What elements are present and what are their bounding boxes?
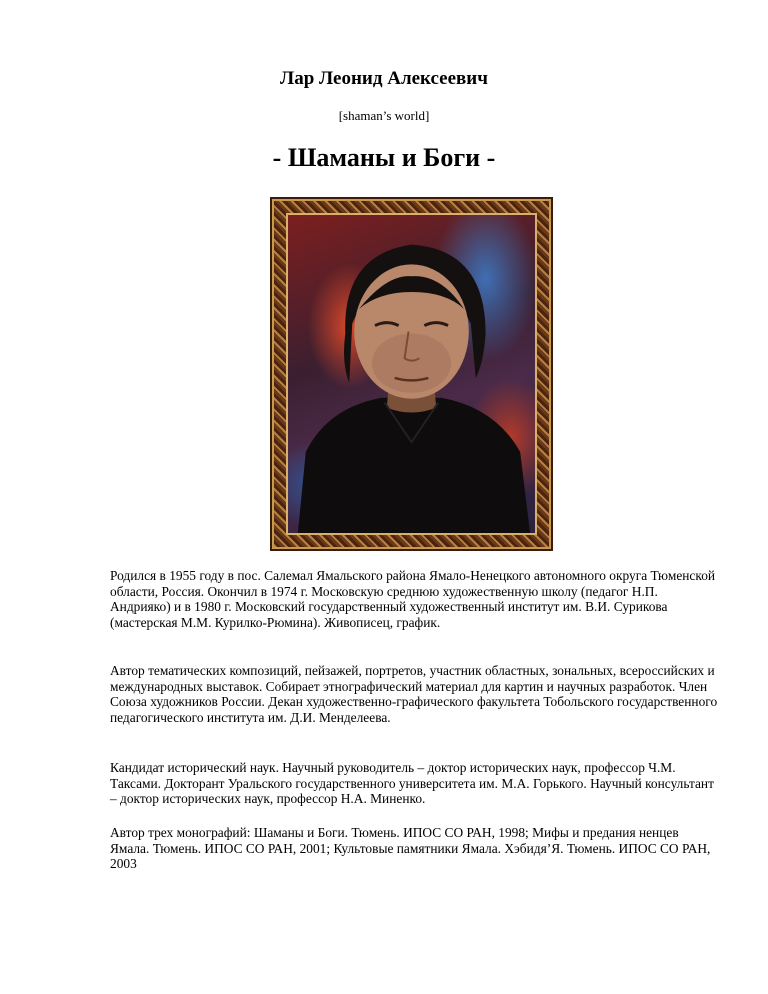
- person-figure: [288, 215, 535, 533]
- series-label: [shaman’s world]: [338, 108, 430, 123]
- academic-paragraph: Кандидат исторический наук. Научный руководитель – доктор исторических наук, профессор Ч.М. Таксами. Докторант Уральского государственного университета им. М.А. Горького. Научный консультант – доктор исторических наук, профессор Н.А. Миненко.: [110, 760, 714, 807]
- biography-paragraph: Родился в 1955 году в пос. Салемал Ямальского района Ямало-Ненецкого автономного округа Тюменской области, Россия. Окончил в 1974 г. Московскую среднюю художественную школу (педагог Н.П. Андрияко) и в 1980 г. Московский государственный художественный институт им. В.И. Сурикова (мастерская М.М. Курилко-Рюмина). Живописец, график.: [110, 568, 716, 630]
- author-portrait: [270, 197, 553, 551]
- author-name: Лар Леонид Алексеевич: [280, 68, 488, 89]
- publications-paragraph: Автор трех монографий: Шаманы и Боги. Тюмень. ИПОС СО РАН, 1998; Мифы и предания ненцев Ямала. Тюмень. ИПОС СО РАН, 2001; Культовые памятники Ямала. Хэбидя’Я. Тюмень. ИПОС СО РАН, 2003: [110, 825, 711, 872]
- document-title: - Шаманы и Боги -: [272, 143, 496, 172]
- portrait-photo: [286, 213, 537, 535]
- career-paragraph: Автор тематических композиций, пейзажей, портретов, участник областных, зональных, всероссийских и международных выставок. Собирает этнографический материал для картин и научных разработок. Член Союза художников России. Декан художественно-графического факультета Тобольского государственного педагогического института им. Д.И. Менделеева.: [110, 663, 718, 725]
